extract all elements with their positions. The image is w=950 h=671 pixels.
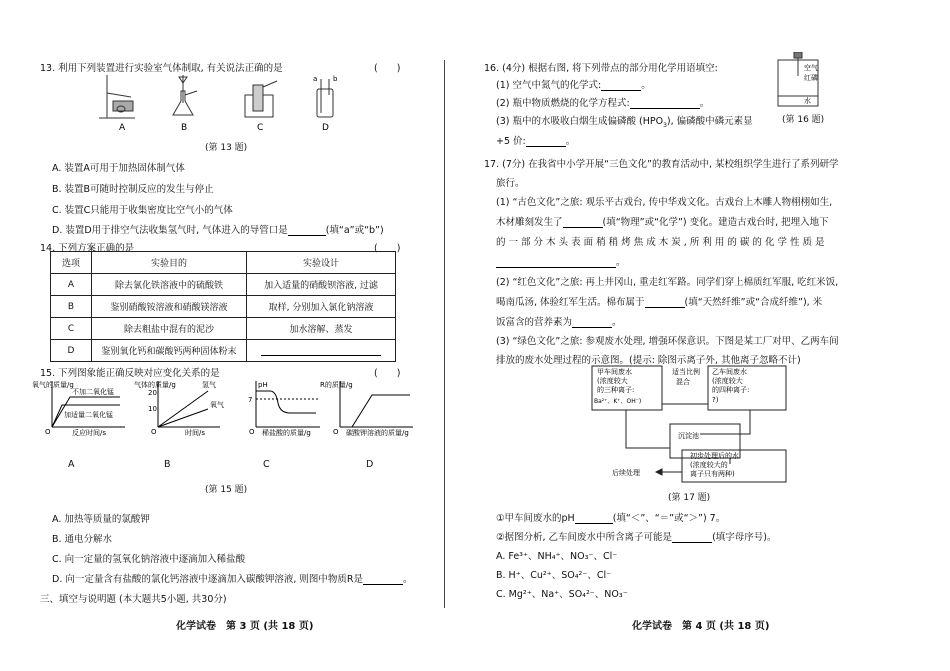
graph-d-origin: O [333,428,339,436]
graph-d-xlabel: 碳酸钾溶液的质量/g [346,429,409,437]
q17-option-a: A. Fe³⁺、NH₄⁺、NO₃⁻、Cl⁻ [496,551,618,562]
q16-item2: (2) 瓶中物质燃烧的化学方程式: 。 [496,98,710,109]
q13-option-c: C. 装置C只能用于收集密度比空气小的气体 [52,205,233,216]
q17-line2: 旅行。 [496,178,525,189]
diagram-treated-label: 初步处理后的水 [690,452,739,460]
graph-b-ylabel: 气体的质量/g [134,381,176,389]
apparatus-b-icon [173,75,197,115]
graph-b-xlabel: 时间/s [185,429,206,437]
q15-label-c: C [263,459,270,470]
graph-c-tick: 7 [248,396,253,404]
graph-c-xlabel: 稀盐酸的质量/g [262,429,311,437]
q16-blank2[interactable] [630,108,700,109]
q15-graphs-figure [30,377,415,437]
q15-stem: 15. 下列图象能正确反映对应变化关系的是 [40,368,220,379]
graph-c-ylabel: pH [258,381,268,389]
svg-text:的四种离子:: 的四种离子: [712,386,750,394]
svg-text:(浓度较大的: (浓度较大的 [690,461,728,469]
q17-line1: 17. (7分) 在我省中小学开展“三色文化”的教育活动中, 某校组织学生进行了系列研学 [484,159,839,170]
q16-blank3[interactable] [526,146,566,147]
diagram-post-label: 后续处理 [612,469,640,477]
q15-answer-blank[interactable] [363,584,403,585]
graph-a-xlabel: 反应时间/s [72,429,107,437]
q13-option-d: D. 装置D用于排空气法收集氢气时, 气体进入的导管口是 (填“a”或“b”) [52,225,384,236]
q17-sub2: ②据图分析, 乙车间废水中所含离子可能是 (填字母序号)。 [496,532,777,543]
q17-line3: (1) “古色文化”之旅: 观乐平古戏台, 传中华戏文化。古戏台上木雕人物栩栩如生, [496,197,833,208]
q13-caption: (第 13 题) [205,143,248,153]
q13-label-c: C [257,123,264,133]
graph-a-curve2: 加适量二氧化锰 [64,411,113,419]
q17-process-diagram [590,364,790,484]
apparatus-a-icon [99,75,135,118]
q17-line11: 排放的废水处理过程的示意图。(提示: 除图示离子外, 其他离子忽略不计) [496,355,801,366]
right-page-footer: 化学试卷 第 4 页 (共 18 页) [632,621,770,632]
q15-label-d: D [366,459,374,470]
table-header-row [51,252,396,274]
svg-text:?): ?) [712,396,719,404]
q13-answer-bracket: ( ) [374,63,401,74]
q14-stem: 14. 下列方案正确的是 [40,243,135,254]
q17-line10: (3) “绿色文化”之旅: 参观废水处理, 增强环保意识。下图是某工厂对甲、乙两车间 [496,336,839,347]
q16-item3-cont: +5 价: 。 [496,136,576,147]
q17-line9: 饭富含的营养素为 。 [496,317,622,328]
header-purpose: 实验目的 [92,252,247,274]
graph-a-origin: O [45,428,51,436]
table-row: B 鉴别硝酸铵溶液和硝酸镁溶液 取样, 分别加入氯化钠溶液 [51,296,396,318]
header-option: 选项 [51,252,92,274]
diagram-pool-label: 沉淀池 [678,432,699,440]
svg-text:(浓度较大: (浓度较大 [597,377,628,385]
q17-sub1: ①甲车间废水的pH (填“＜”、“＝”或“＞”) 7。 [496,513,726,524]
q16-item1: (1) 空气中氮气的化学式: 。 [496,80,651,91]
q15-option-a: A. 加热等质量的氯酸钾 [52,514,150,525]
svg-text:离子只有两种): 离子只有两种) [690,470,735,478]
q14-table [50,251,396,362]
q15-label-a: A [68,459,75,470]
svg-text:(浓度较大: (浓度较大 [712,377,743,385]
apparatus-d-icon [317,79,333,117]
q15-answer-bracket: ( ) [374,368,401,379]
q17-line6: 。 [496,254,626,268]
q13-stem: 13. 利用下列装置进行实验室气体制取, 有关说法正确的是 [40,63,283,74]
table-row: D 鉴别氧化钙和碳酸钙两种固体粉末 [51,340,396,362]
diagram-yi-title: 乙车间废水 [712,368,747,376]
q13-answer-blank[interactable] [288,235,326,236]
q15-caption: (第 15 题) [205,485,248,495]
q17-blank1[interactable] [563,227,603,228]
svg-text:a: a [313,75,318,83]
diagram-mix-label: 适当比例 [672,368,700,376]
page-divider [444,60,445,608]
graph-a-ylabel: 氧气的质量/g [32,381,74,389]
q13-option-b: B. 装置B可随时控制反应的发生与停止 [52,184,214,195]
graph-b-tick1: 20 [148,389,157,397]
left-page-footer: 化学试卷 第 3 页 (共 18 页) [176,621,314,632]
q17-line7: (2) “红色文化”之旅: 再上井冈山, 重走红军路。同学们穿上棉质红军服, 吃红米饭, [496,277,839,288]
q17-blank3[interactable] [645,307,685,308]
q17-line5: 的 一 部 分 木 头 表 面 稍 稍 烤 焦 成 木 炭 , 所 利 用 的 碳 的 化 学 性 质 是 [496,237,825,248]
q17-sub1-blank[interactable] [575,523,613,524]
q16-item3: (3) 瓶中的水吸收白烟生成偏磷酸 $(HPO_3)$, 偏磷酸中磷元素显 [496,116,753,129]
q17-line8: 喝南瓜汤, 体验红军生活。棉布属于 (填“天然纤维”或“合成纤维”), 米 [496,297,823,308]
q17-caption: (第 17 题) [668,493,711,503]
q15-label-b: B [164,459,171,470]
q13-option-a: A. 装置A可用于加热固体制气体 [52,163,185,174]
graph-b-origin: O [151,428,157,436]
svg-text:Ba²⁺、K⁺、OH⁻): Ba²⁺、K⁺、OH⁻) [594,398,642,405]
q14-answer-bracket: ( ) [374,243,401,254]
q16-label-water: 水 [804,97,811,105]
q16-caption: (第 16 题) [782,115,825,125]
table-row: A 除去氯化铁溶液中的硫酸铁 加入适量的硝酸钡溶液, 过滤 [51,274,396,296]
header-design: 实验设计 [247,252,396,274]
q17-option-c: C. Mg²⁺、Na⁺、SO₄²⁻、NO₃⁻ [496,589,628,600]
graph-a-curve1: 不加二氧化锰 [72,388,114,396]
q15-option-c: C. 向一定量的氢氧化钠溶液中逐滴加入稀盐酸 [52,554,246,565]
graph-c-origin: O [249,428,255,436]
q16-label-air: 空气 [804,64,818,72]
svg-text:的三种离子:: 的三种离子: [597,386,635,394]
graph-b-oxygen: 氧气 [210,401,224,409]
diagram-jia-title: 甲车间废水 [597,368,632,376]
q17-blank2[interactable] [496,267,616,268]
q16-apparatus-figure [770,52,840,110]
section3-heading: 三、填空与说明题 (本大题共5小题, 共30分) [40,594,227,605]
q16-label-phosphorus: 红磷 [804,74,818,82]
q16-blank1[interactable] [601,90,641,91]
svg-text:混合: 混合 [676,378,690,386]
table-row: C 除去粗盐中混有的泥沙 加水溶解、蒸发 [51,318,396,340]
q17-option-b: B. H⁺、Cu²⁺、SO₄²⁻、Cl⁻ [496,570,612,581]
q15-option-d: D. 向一定量含有盐酸的氯化钙溶液中逐滴加入碳酸钾溶液, 则图中物质R是 。 [52,574,413,585]
q14-answer-blank[interactable] [261,355,381,356]
q15-option-b: B. 通电分解水 [52,534,113,545]
graph-b-tick2: 10 [148,405,157,413]
q17-sub2-blank[interactable] [672,542,712,543]
q13-apparatus-figure [95,73,345,135]
graph-b-hydrogen: 氢气 [202,381,216,389]
apparatus-c-icon [245,81,277,117]
q16-stem: 16. (4分) 根据右图, 将下列带点的部分用化学用语填空: [484,63,718,74]
q17-line4: 木材雕刻发生了 (填“物理”或“化学”) 变化。建造古戏台时, 把埋入地下 [496,217,829,228]
q13-label-d: D [322,123,329,133]
q13-label-a: A [119,123,126,133]
graph-d-ylabel: R的质量/g [320,381,353,389]
svg-text:b: b [333,75,338,83]
q13-label-b: B [181,123,188,133]
q17-blank4[interactable] [572,327,612,328]
